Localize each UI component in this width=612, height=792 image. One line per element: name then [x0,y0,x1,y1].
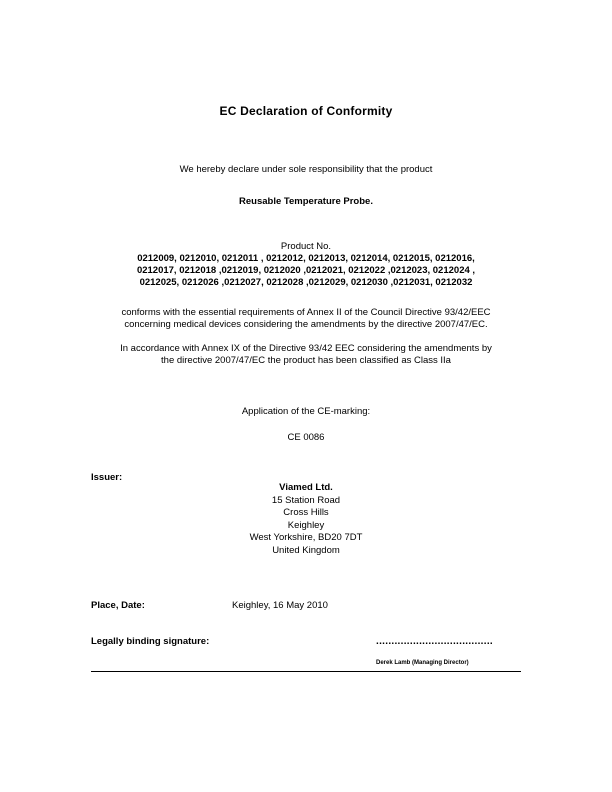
issuer-block [0,482,612,557]
product-no-label: Product No. [280,241,332,252]
issuer-address-line: West Yorkshire, BD20 7DT [249,532,363,543]
product-numbers-line-3: 0212025, 0212026 ,0212027, 0212028 ,0212029, 0212030 ,0212031, 0212032 [139,277,473,288]
product-numbers-line-2: 0212017, 0212018 ,0212019, 0212020 ,0212021, 0212022 ,0212023, 0212024 , [136,265,476,276]
signer-name: Derek Lamb (Managing Director) [376,660,469,666]
signature-line: ...................................... [376,636,493,647]
conformity-line-1: conforms with the essential requirements of Annex II of the Council Directive 93/42/EEC [121,307,491,318]
place-date-value: Keighley, 16 May 2010 [232,600,328,611]
issuer-address-line: United Kingdom [272,544,340,556]
classification-line-2: the directive 2007/47/EC the product has been classified as Class IIa [161,355,451,366]
ce-mark: CE 0086 [287,432,325,443]
issuer-label: Issuer: [91,472,123,483]
ce-application-label: Application of the CE-marking: [241,406,371,417]
issuer-address-line: 15 Station Road [271,494,341,506]
bottom-divider [91,671,521,672]
intro-text: We hereby declare under sole responsibility that the product [179,164,433,175]
place-date-label: Place, Date: [91,600,145,611]
issuer-name: Viamed Ltd. [279,482,333,493]
classification-line-1: In accordance with Annex IX of the Directive 93/42 EEC considering the amendments by [120,343,492,354]
signature-label: Legally binding signature: [91,636,210,647]
product-name: Reusable Temperature Probe. [239,196,373,207]
issuer-address-line: Cross Hills [283,507,329,518]
conformity-line-2: concerning medical devices considering the amendments by the directive 2007/47/EC. [124,319,488,330]
document-title: EC Declaration of Conformity [219,104,393,118]
product-numbers-line-1: 0212009, 0212010, 0212011 , 0212012, 0212013, 0212014, 0212015, 0212016, [137,253,475,264]
issuer-address-line: Keighley [287,519,325,531]
